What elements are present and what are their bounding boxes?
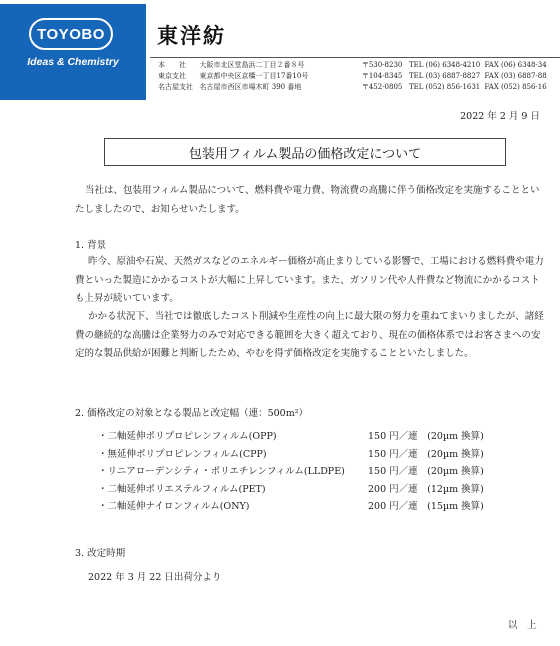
logo-brand: TOYOBO	[29, 18, 113, 50]
product-name: ・リニアローデンシティ・ポリエチレンフィルム(LLDPE)	[98, 466, 345, 478]
product-row	[98, 446, 518, 464]
office-zip: 〒104-8345	[361, 72, 403, 80]
closing-mark: 以 上	[508, 620, 537, 631]
office-tel: TEL (06) 6348-4210	[409, 61, 481, 69]
office-fax: FAX (03) 6887-88	[484, 72, 547, 80]
office-address-table	[158, 60, 560, 93]
section-heading-revision-date: 3. 改定時期	[75, 548, 126, 559]
office-tel: TEL (03) 6887-8827	[409, 72, 481, 80]
office-label: 名古屋支社	[158, 83, 193, 91]
office-label: 東京支社	[158, 72, 186, 80]
company-name: 東洋紡	[157, 24, 226, 48]
company-logo	[0, 4, 146, 100]
product-price: 150 円／連 (20µm 換算)	[368, 431, 484, 442]
document-title-text: 包装用フィルム製品の価格改定について	[188, 146, 422, 162]
section-heading-products: 2. 価格改定の対象となる製品と改定幅（連：500m²）	[75, 408, 309, 419]
section-heading-background: 1. 背景	[75, 240, 107, 251]
product-price-list	[98, 428, 518, 516]
office-label: 本 社	[158, 61, 186, 69]
office-address: 大阪市北区堂島浜二丁目２番８号	[199, 61, 305, 69]
header-divider	[150, 57, 560, 58]
office-zip: 〒452-0805	[361, 83, 403, 91]
office-address: 東京都中央区京橋一丁目17番10号	[199, 72, 309, 80]
office-row-head	[158, 60, 560, 71]
office-tel: TEL (052) 856-1631	[409, 83, 481, 91]
office-row-nagoya	[158, 82, 560, 93]
product-price: 150 円／連 (20µm 換算)	[368, 466, 484, 478]
product-price: 150 円／連 (20µm 換算)	[368, 448, 484, 460]
logo-tagline: Ideas & Chemistry	[27, 56, 119, 68]
product-name: ・二軸延伸ナイロンフィルム(ONY)	[98, 501, 250, 513]
background-paragraph-2: かかる状況下、当社では徹底したコスト削減や生産性の向上に最大限の努力を重ねてまいりましたが、諸経費の継続的な高騰は企業努力のみで対応できる範囲を大きく超えており、現在の価格体系ではお客さまへの安定的な製品供給が困難と判断したため、やむを得ず価格改定を実施することといたしました。	[75, 311, 544, 359]
product-name: ・無延伸ポリプロピレンフィルム(CPP)	[98, 448, 267, 460]
office-fax: FAX (052) 856-16	[484, 83, 547, 91]
document-title	[104, 138, 506, 166]
product-row	[98, 498, 518, 516]
intro-paragraph: 当社は、包装用フィルム製品について、燃料費や電力費、物流費の高騰に伴う価格改定を実施することといたしましたので、お知らせいたします。	[75, 185, 540, 215]
product-name: ・二軸延伸ポリエステルフィルム(PET)	[98, 483, 266, 495]
office-address: 名古屋市西区市場木町 390 番地	[199, 83, 302, 91]
background-paragraph-1: 昨今、原油や石炭、天然ガスなどのエネルギー価格が高止まりしている影響で、工場における燃料費や電力費といった製造にかかるコストが大幅に上昇しています。また、ガソリン代や人件費など物流にかかるコストも上昇が続いています。	[75, 256, 544, 304]
product-price: 200 円／連 (12µm 換算)	[368, 483, 484, 495]
product-row	[98, 463, 518, 481]
document-date: 2022 年 2 月 9 日	[460, 111, 540, 122]
product-row	[98, 428, 518, 446]
revision-date: 2022 年 3 月 22 日出荷分より	[88, 572, 222, 583]
office-row-tokyo	[158, 71, 560, 82]
product-row	[98, 481, 518, 499]
office-fax: FAX (06) 6348-34	[484, 61, 547, 69]
office-zip: 〒530-8230	[361, 61, 403, 69]
product-name: ・二軸延伸ポリプロピレンフィルム(OPP)	[98, 431, 277, 442]
product-price: 200 円／連 (15µm 換算)	[368, 501, 484, 513]
